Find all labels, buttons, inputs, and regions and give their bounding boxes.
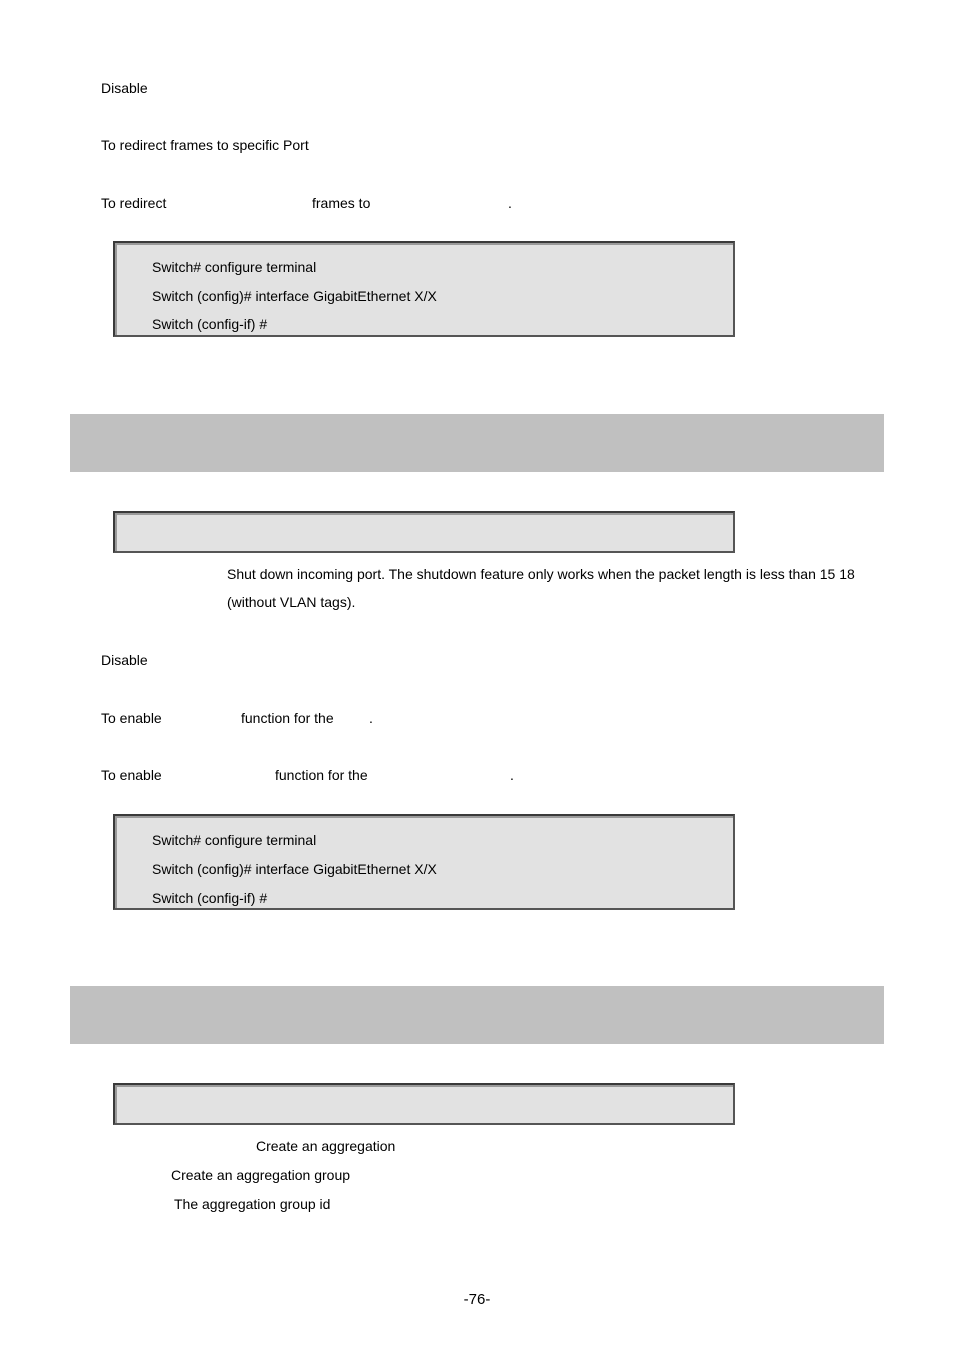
section-heading-band [70,414,884,472]
usage-prefix: To enable [101,710,162,726]
command-example-box [113,241,735,337]
command-syntax-box [113,1083,735,1125]
command-line: Switch (config)# interface GigabitEthernet X/X [152,861,437,877]
example-end: . [510,767,514,783]
parameter-description: The aggregation group id [174,1196,331,1212]
parameter-description: Create an aggregation group [171,1167,351,1183]
description-text: Create an aggregation [256,1138,396,1154]
usage-end: . [369,710,373,726]
example-mid: function for the [275,767,368,783]
command-line: Switch# configure terminal [152,259,317,275]
command-line: Switch (config-if) # [152,316,268,332]
default-value: Disable [101,652,148,668]
command-syntax-box [113,511,735,553]
section-heading-band [70,986,884,1044]
example-prefix: To enable [101,767,162,783]
example-end: . [508,195,512,211]
command-line: Switch (config)# interface GigabitEthernet X/X [152,288,437,304]
example-prefix: To redirect [101,195,167,211]
description-line: (without VLAN tags). [227,594,356,610]
example-mid: frames to [312,195,371,211]
command-example-box [113,814,735,910]
usage-text: To redirect frames to specific Port [101,137,309,153]
usage-mid: function for the [241,710,334,726]
default-value: Disable [101,80,148,96]
description-line: Shut down incoming port. The shutdown feature only works when the packet length is less than 15 18 [227,566,855,582]
command-line: Switch# configure terminal [152,832,317,848]
page-number: -76- [463,1291,491,1308]
command-line: Switch (config-if) # [152,890,268,906]
